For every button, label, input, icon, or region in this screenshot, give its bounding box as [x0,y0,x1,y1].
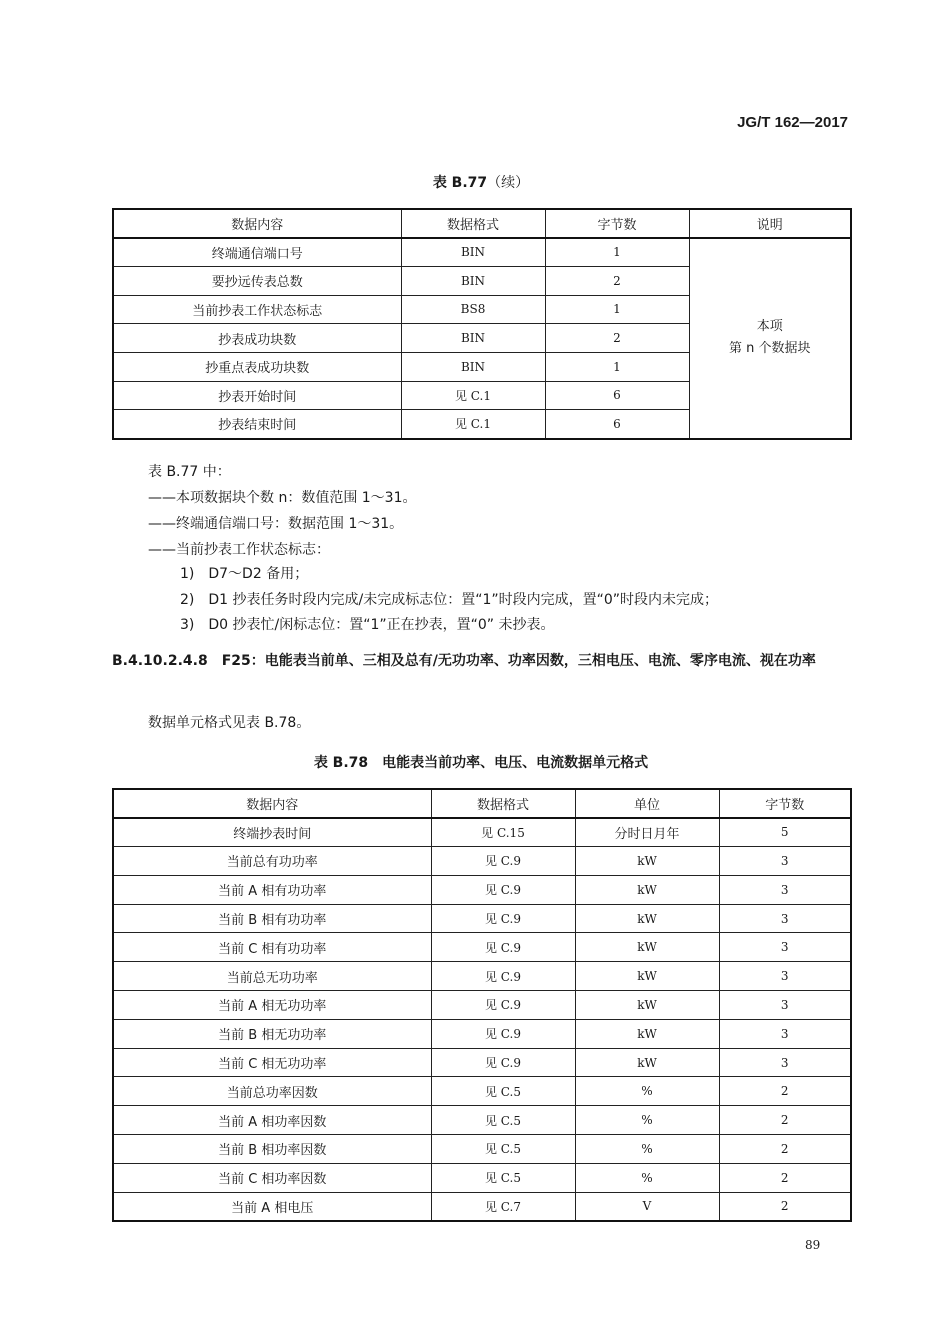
table-b77-note-cell [689,238,851,439]
cell-bytes: 1 [545,238,689,267]
table-b77-header-row [113,209,851,238]
note-sub-item: 2) D1 抄表任务时段内完成/未完成标志位：置“1”时段内完成，置“0”时段内未完成； [180,592,719,608]
cell-content: 抄表开始时间 [113,381,401,410]
clause-title: F25：电能表当前单、三相及总有/无功功率、功率因数，三相电压、电流、零序电流、视在功率 [221,653,816,669]
cell-content: 当前 B 相功率因数 [113,1135,431,1164]
table-b77-header-content: 数据内容 [113,209,401,238]
cell-content: 抄表结束时间 [113,410,401,439]
cell-format: 见 C.9 [431,962,575,991]
table-row [113,1192,851,1221]
table-row [113,1077,851,1106]
table-row [113,991,851,1020]
cell-content: 终端通信端口号 [113,238,401,267]
table-b78-caption: 表 B.78 电能表当前功率、电压、电流数据单元格式 [313,755,649,771]
clause-number: B.4.10.2.4.8 [112,653,208,669]
cell-content: 当前 C 相功率因数 [113,1163,431,1192]
note-item: ——当前抄表工作状态标志： [148,542,330,558]
table-row [113,1135,851,1164]
table-b77-header-note: 说明 [689,209,851,238]
cell-content: 当前抄表工作状态标志 [113,295,401,324]
cell-format: 见 C.5 [431,1135,575,1164]
cell-bytes: 1 [545,295,689,324]
cell-bytes: 2 [719,1163,851,1192]
note-item: ——本项数据块个数 n：数值范围 1～31。 [148,490,417,506]
standard-code: JG/T 162—2017 [737,114,848,131]
cell-content: 当前 A 相有功功率 [113,875,431,904]
table-row [113,847,851,876]
cell-unit: V [575,1192,719,1221]
page-number: 89 [805,1238,821,1252]
cell-bytes: 3 [719,1019,851,1048]
cell-unit: kW [575,962,719,991]
cell-content: 当前 B 相无功功率 [113,1019,431,1048]
cell-unit: kW [575,991,719,1020]
cell-content: 当前总有功功率 [113,847,431,876]
cell-content: 终端抄表时间 [113,818,431,847]
table-b77-caption-label: 表 B.77 [432,175,488,191]
table-row [113,904,851,933]
table-row [113,933,851,962]
table-b77-caption [112,172,850,192]
note-line-2: 第 n 个数据块 [728,341,811,357]
clause-heading [112,648,850,674]
cell-unit: kW [575,904,719,933]
cell-bytes: 2 [719,1106,851,1135]
cell-bytes: 2 [719,1192,851,1221]
note-sub-item: 3) D0 抄表忙/闲标志位：置“1”正在抄表，置“0” 未抄表。 [180,617,555,633]
cell-format: 见 C.9 [431,933,575,962]
cell-format: 见 C.9 [431,1048,575,1077]
cell-bytes: 2 [719,1135,851,1164]
cell-format: 见 C.9 [431,1019,575,1048]
cell-unit: % [575,1077,719,1106]
cell-format: BIN [401,266,545,295]
cell-content: 当前 C 相有功功率 [113,933,431,962]
table-row [113,875,851,904]
cell-format: 见 C.15 [431,818,575,847]
table-b78-header-format: 数据格式 [431,789,575,818]
cell-format: BIN [401,352,545,381]
cell-format: 见 C.1 [401,381,545,410]
note-item: ——终端通信端口号：数据范围 1～31。 [148,516,404,532]
table-b77 [112,208,852,440]
cell-content: 抄重点表成功块数 [113,352,401,381]
cell-unit: kW [575,875,719,904]
cell-content: 当前 C 相无功功率 [113,1048,431,1077]
cell-bytes: 6 [545,410,689,439]
table-row [113,1106,851,1135]
cell-format: 见 C.1 [401,410,545,439]
cell-content: 当前 A 相无功功率 [113,991,431,1020]
cell-unit: kW [575,933,719,962]
table-row [113,962,851,991]
cell-unit: % [575,1135,719,1164]
cell-bytes: 3 [719,962,851,991]
cell-format: BS8 [401,295,545,324]
cell-unit: 分时日月年 [575,818,719,847]
cell-format: 见 C.9 [431,991,575,1020]
table-row [113,1019,851,1048]
table-b78-header-row [113,789,851,818]
cell-format: 见 C.9 [431,875,575,904]
cell-format: BIN [401,238,545,267]
table-b77-header-format: 数据格式 [401,209,545,238]
cell-bytes: 3 [719,904,851,933]
table-row [113,1163,851,1192]
table-b78-header-content: 数据内容 [113,789,431,818]
cell-content: 当前总无功功率 [113,962,431,991]
cell-bytes: 3 [719,1048,851,1077]
cell-format: 见 C.9 [431,904,575,933]
cell-content: 当前总功率因数 [113,1077,431,1106]
cell-bytes: 2 [719,1077,851,1106]
table-b78-header-bytes: 字节数 [719,789,851,818]
note-line-1: 本项 [756,319,783,335]
table-b77-header-bytes: 字节数 [545,209,689,238]
cell-format: 见 C.5 [431,1106,575,1135]
cell-content: 当前 B 相有功功率 [113,904,431,933]
cell-bytes: 1 [545,352,689,381]
cell-format: 见 C.5 [431,1163,575,1192]
table-b77-caption-suffix: （续） [487,175,530,191]
cell-bytes: 3 [719,991,851,1020]
cell-unit: kW [575,1019,719,1048]
cell-content: 当前 A 相功率因数 [113,1106,431,1135]
table-row [113,1048,851,1077]
cell-format: BIN [401,324,545,353]
table-row [113,818,851,847]
cell-unit: % [575,1106,719,1135]
cell-unit: kW [575,847,719,876]
table-row [113,238,851,267]
cell-unit: % [575,1163,719,1192]
clause-body: 数据单元格式见表 B.78。 [148,715,311,731]
cell-content: 要抄远传表总数 [113,266,401,295]
cell-unit: kW [575,1048,719,1077]
table-b78-header-unit: 单位 [575,789,719,818]
cell-bytes: 2 [545,266,689,295]
cell-bytes: 6 [545,381,689,410]
cell-bytes: 5 [719,818,851,847]
cell-format: 见 C.7 [431,1192,575,1221]
cell-format: 见 C.5 [431,1077,575,1106]
cell-bytes: 3 [719,847,851,876]
note-sub-item: 1) D7～D2 备用； [180,566,309,582]
cell-content: 抄表成功块数 [113,324,401,353]
cell-bytes: 2 [545,324,689,353]
notes-intro: 表 B.77 中： [148,464,231,480]
cell-content: 当前 A 相电压 [113,1192,431,1221]
cell-bytes: 3 [719,875,851,904]
cell-format: 见 C.9 [431,847,575,876]
cell-bytes: 3 [719,933,851,962]
table-b78 [112,788,852,1222]
